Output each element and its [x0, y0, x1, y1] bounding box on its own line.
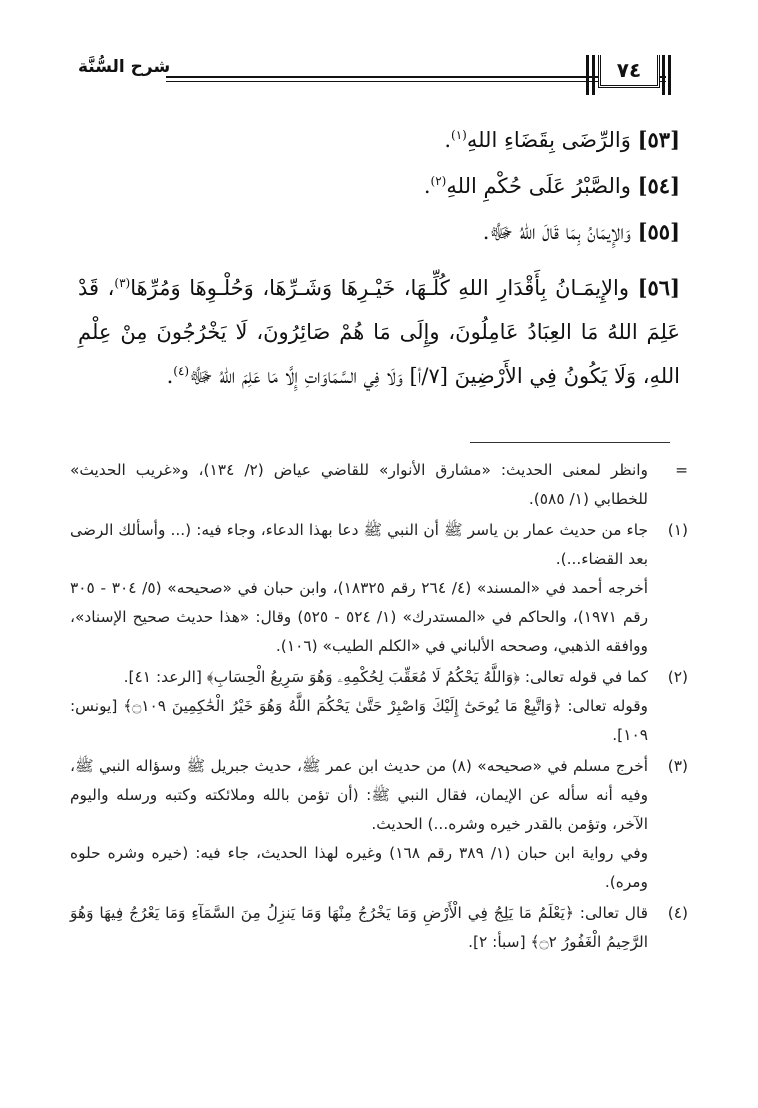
footnote-line: جاء من حديث عمار بن ياسر ﷺ أن النبي ﷺ دعا بهذا الدعاء، وجاء فيه: (... وأسألك الرضى بعد القضاء...). [70, 521, 648, 568]
footnote [70, 516, 688, 661]
main-text [78, 118, 680, 398]
paragraph-53 [78, 118, 680, 162]
footnote-body [70, 899, 648, 957]
paragraph-text: وَالرِّضَى بِقَضَاءِ اللهِ [466, 128, 638, 152]
footnote-line: قال تعالى: ﴿يَعْلَمُ مَا يَلِجُ فِي الْأَرْضِ وَمَا يَخْرُجُ مِنْهَا وَمَا يَنزِلُ مِنَ السَّمَآءِ وَمَا يَعْرُجُ فِيهَا وَهُوَ الرَّحِيمُ الْغَفُورُ ۝٢﴾ [سبأ: ٢]. [70, 904, 648, 951]
header-bar [668, 55, 671, 95]
footnote-line: أخرجه أحمد في «المسند» (٤/ ٢٦٤ رقم ١٨٣٢٥)، وابن حبان في «صحيحه» (٥/ ٣٠٤ - ٣٠٥ رقم ١٩٧١)، والحاكم في «المستدرك» (١/ ٥٢٤ - ٥٢٥) وقال: «هذا حديث صحيح الإسناد»، ووافقه الذهبي، وصححه الألباني في «الكلم الطيب» (١٠٦). [70, 579, 648, 655]
header-rule [166, 76, 666, 78]
footnote-line: وفي رواية ابن حبان (١/ ٣٨٩ رقم ١٦٨) وغيره لهذا الحديث، جاء فيه: (خيره وشره حلوه ومره). [70, 844, 648, 891]
book-title: شرح السُّنَّة [78, 57, 171, 77]
paragraph-56 [78, 266, 680, 398]
paragraph-text: والإِيمَـانُ بِأَقْدَارِ اللهِ كُلِّـهَا، خَيْـرِهَا وَشَـرِّهَا، وَحُلْـوِهَا وَمُرِّهَا [130, 276, 638, 300]
header-bar [662, 55, 665, 95]
paragraph-number: [٥٦] [637, 275, 681, 300]
footnote-mark: (٤) [667, 904, 688, 922]
footnote-mark: = [675, 461, 688, 479]
header-bar [592, 55, 595, 95]
footnote-body [70, 663, 648, 750]
paragraph-number: [٥٥] [637, 219, 680, 244]
footnotes [70, 456, 688, 959]
footnote-line: أخرج مسلم في «صحيحه» (٨) من حديث ابن عمر ﷺ، حديث جبريل ﷺ وسؤاله النبي ﷺ، وفيه أنه سأله عن الإيمان، فقال النبي ﷺ: (أن تؤمن بالله وملائكته وكتبه ورسله واليوم الآخر، وتؤمن بالقدر خيره وشره...) الحديث. [70, 757, 648, 833]
footnote-body [70, 752, 648, 897]
footnote-body [70, 516, 648, 661]
header-rule-thin [166, 81, 666, 82]
page-header [78, 55, 680, 99]
footnote-divider [470, 442, 670, 443]
footnote [70, 663, 688, 750]
paragraph-text: ، قَدْ عَلِمَ اللهُ مَا العِبَادُ عَامِلُونَ، وإِلَى مَا هُمْ صَائِرُونَ، لَا يَخْرُجُونَ مِنْ عِلْمِ اللهِ، وَلَا يَكُونُ فِي الأَرْضِينَ [٧/أ] وَلَا فِي السَّمَاوَاتِ إِلَّا مَا عَلِمَ اللهُ ﷻ [78, 276, 680, 388]
footnote-ref: (٣) [114, 276, 131, 290]
header-bar [586, 55, 589, 95]
footnote [70, 456, 688, 514]
footnote-mark: (١) [667, 521, 688, 539]
footnote-line: كما في قوله تعالى: ﴿وَاللَّهُ يَحْكُمُ لَا مُعَقِّبَ لِحُكْمِهِۦ وَهُوَ سَرِيعُ الْحِسَابِ﴾ [الرعد: ٤١]. [123, 668, 648, 686]
footnote-body [70, 456, 648, 514]
paragraph-number: [٥٤] [637, 173, 680, 198]
paragraph-54 [78, 164, 680, 208]
footnote-line: وقوله تعالى: ﴿وَاتَّبِعْ مَا يُوحَىٰٓ إِلَيْكَ وَاصْبِرْ حَتَّىٰ يَحْكُمَ اللَّهُ وَهُوَ خَيْرُ الْحَٰكِمِينَ ۝١٠٩﴾ [يونس: ١٠٩]. [70, 697, 648, 744]
footnote [70, 899, 688, 957]
paragraph-end: . [423, 174, 431, 198]
footnote-line: وانظر لمعنى الحديث: «مشارق الأنوار» للقاضي عياض (٢/ ١٣٤)، و«غريب الحديث» للخطابي (١/ ٥٨٥). [70, 461, 648, 508]
footnote [70, 752, 688, 897]
paragraph-number: [٥٣] [637, 127, 680, 152]
paragraph-end: . [444, 128, 452, 152]
paragraph-text: وَالإِيمَانُ بِمَا قَالَ اللهُ ﷻ. [482, 220, 638, 244]
paragraph-text: والصَّبْرُ عَلَى حُكْمِ اللهِ [446, 174, 638, 198]
footnote-ref: (٢) [430, 174, 447, 188]
footnote-mark: (٣) [667, 757, 688, 775]
footnote-ref: (١) [451, 128, 467, 142]
footnote-mark: (٢) [667, 668, 688, 686]
paragraph-end: . [166, 364, 174, 388]
footnote-ref: (٤) [173, 364, 190, 378]
paragraph-55 [78, 210, 680, 254]
page-number: ٧٤ [598, 55, 660, 88]
